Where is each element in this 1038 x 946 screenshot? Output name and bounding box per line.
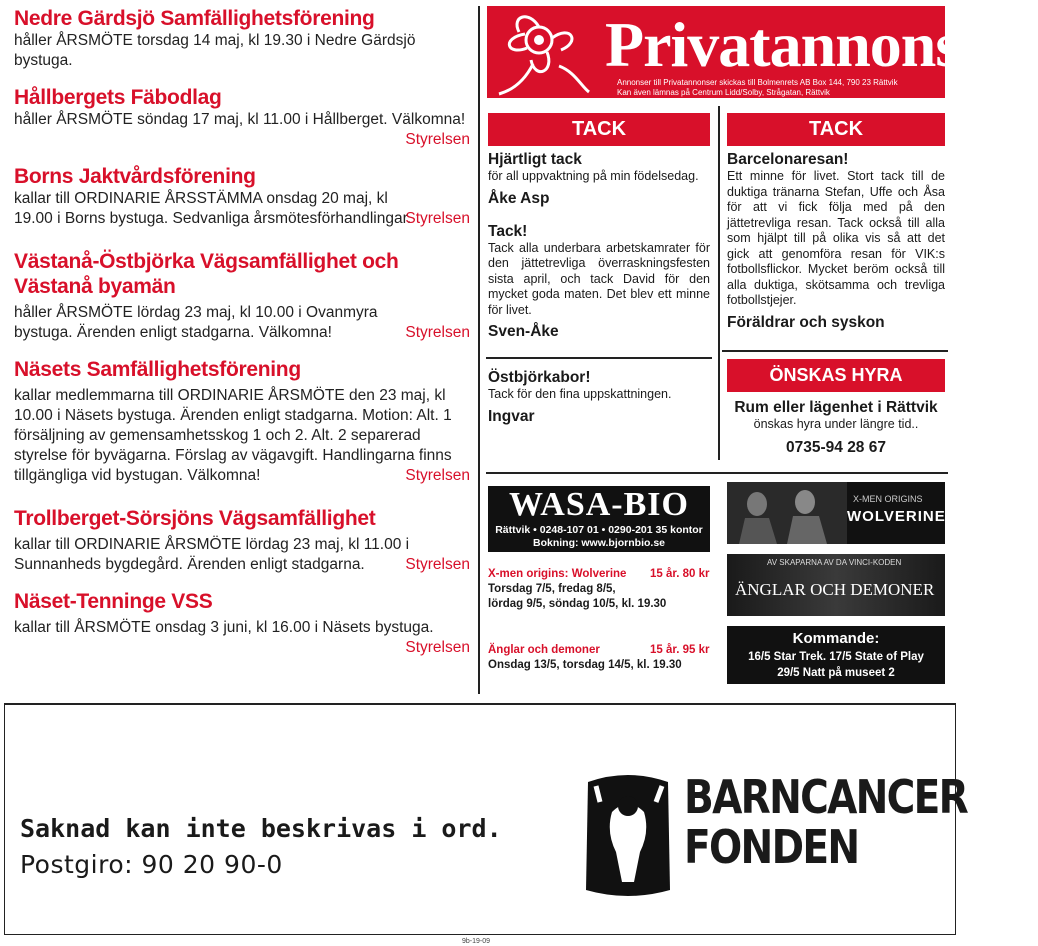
signature: Styrelsen	[405, 131, 470, 148]
divider	[718, 106, 720, 460]
film-listing	[488, 643, 718, 673]
ad-text: önskas hyra under längre tid..	[753, 417, 919, 431]
notice-body: håller ÅRSMÖTE söndag 17 maj, kl 11.00 i Hållberget. Välkomna!	[14, 111, 466, 128]
kommande-line: 29/5 Natt på museet 2	[777, 667, 895, 679]
ad-signature: Ingvar	[488, 407, 535, 425]
barncancer-brand	[684, 772, 967, 872]
notice	[14, 164, 470, 229]
notice	[14, 357, 470, 486]
signature: Styrelsen	[405, 210, 470, 227]
notice-body: kallar till ÅRSMÖTE onsdag 3 juni, kl 16.00 i Näsets bystuga.	[14, 619, 434, 636]
kommande-title: Kommande:	[792, 630, 880, 647]
notice-title: Västanå-Östbjörka Vägsamfällighet och Västanå byamän	[14, 250, 399, 298]
postgiro-number: Postgiro: 90 20 90-0	[20, 850, 283, 879]
banner-subtitle: Annonser till Privatannonser skickas till Bolmenrets AB Box 144, 790 23 Rättvik	[617, 78, 898, 87]
film-age: 15 år.	[650, 644, 680, 656]
ad-signature: Åke Asp	[488, 189, 550, 207]
film-title: Änglar och demoner	[488, 644, 600, 656]
notice-title: Näsets Samfällighetsförening	[14, 358, 301, 381]
kommande-box	[727, 626, 945, 684]
film-showtimes: Onsdag 13/5, torsdag 14/5, kl. 19.30	[488, 659, 682, 671]
wasa-bio-contact: Rättvik • 0248-107 01 • 0290-201 35 kontor	[495, 524, 703, 536]
notice-title: Nedre Gärdsjö Samfällighetsförening	[14, 7, 375, 30]
banner-title: Privatannonser..	[605, 9, 1038, 80]
divider	[478, 6, 480, 694]
tack-header: TACK	[727, 113, 945, 146]
signature: Styrelsen	[405, 324, 470, 341]
ad-heading: Tack!	[488, 222, 528, 240]
onskas-hyra-header: ÖNSKAS HYRA	[727, 359, 945, 392]
page-code: 9b-19-09	[462, 938, 491, 945]
notice	[14, 6, 470, 71]
poster-subtitle: AV SKAPARNA AV DA VINCI-KODEN	[767, 558, 902, 567]
wasa-bio-booking: Bokning: www.bjornbio.se	[532, 537, 666, 549]
wolverine-poster	[727, 482, 945, 544]
wasa-bio-logo	[488, 486, 710, 552]
tack-right-column	[727, 150, 945, 332]
notice-body: kallar till ORDINARIE ÅRSMÖTE lördag 23 maj, kl 11.00 i Sunnanheds bygdegård. Ärenden enligt stadgarna.	[14, 536, 410, 573]
brand-line: FONDEN	[684, 820, 859, 874]
ad-text: Tack alla underbara arbetskamrater för den jättetrevliga överraskningsfesten sista april, och tack David för den mycket goda maten. Det blev ett minne för livet.	[488, 240, 710, 317]
kommande-line: 16/5 Star Trek. 17/5 State of Play	[748, 651, 924, 663]
tack-left-column	[488, 150, 710, 341]
wasa-bio-title: WASA-BIO	[509, 486, 689, 523]
notice	[14, 249, 470, 343]
signature: Styrelsen	[405, 639, 470, 656]
poster-figure-icon	[727, 482, 847, 544]
tack-header: TACK	[488, 113, 710, 146]
signature: Styrelsen	[405, 556, 470, 573]
brand-line: BARNCANCER	[684, 770, 968, 824]
notice-title: Trollberget-Sörsjöns Vägsamfällighet	[14, 507, 376, 530]
notice-title: Borns Jaktvårdsförening	[14, 165, 256, 188]
film-price: 80 kr	[682, 568, 710, 580]
anglar-demoner-poster	[727, 554, 945, 616]
ad-heading: Rum eller lägenhet i Rättvik	[734, 399, 938, 416]
divider	[486, 472, 948, 474]
poster-subtitle: X-MEN ORIGINS	[853, 494, 923, 504]
film-showtimes: lördag 9/5, söndag 10/5, kl. 19.30	[488, 598, 667, 610]
film-price: 95 kr	[682, 644, 710, 656]
banner-subtitle: Kan även lämnas på Centrum Lidd/Solby, Strågatan, Rättvik	[617, 88, 830, 97]
phone-number: 0735-94 28 67	[786, 438, 886, 456]
poster-title: WOLVERINE	[847, 508, 946, 525]
notice	[14, 589, 470, 658]
notice-title: Hållbergets Fäbodlag	[14, 86, 222, 109]
divider	[722, 350, 948, 352]
ad-signature: Föräldrar och syskon	[727, 313, 885, 331]
ad-heading: Barcelonaresan!	[727, 151, 849, 168]
notice	[14, 85, 470, 150]
ad-text: Ett minne för livet. Stort tack till de duktiga tränarna Stefan, Uffe och Åsa för att vi fick följa med på den jättetrevliga resan. Tack också till alla som hjälpt till på olika vis så att det gick att genomföra resan för VIK:s fotbollsflickor. Mycket beröm också till alla duktiga, skötsamma och trevliga fotbollstjejer.	[727, 169, 945, 307]
divider	[486, 357, 712, 359]
notice-body: håller ÅRSMÖTE lördag 23 maj, kl 10.00 i Ovanmyra bystuga. Ärenden enligt stadgarna. Välkomna!	[14, 304, 378, 341]
ad-text: för all uppvaktning på min födelsedag.	[488, 169, 699, 183]
ad-heading: Östbjörkabor!	[488, 369, 591, 386]
notices-column	[14, 6, 470, 672]
ad-text: Tack för den fina uppskattningen.	[488, 387, 672, 401]
barncancer-logo-icon	[578, 772, 678, 902]
film-listing	[488, 567, 718, 612]
notice	[14, 506, 470, 575]
ad-heading: Hjärtligt tack	[488, 151, 582, 168]
privatannonser-banner	[487, 6, 1038, 98]
memorial-heading: Saknad kan inte beskrivas i ord.	[20, 814, 502, 843]
poster-title: ÄNGLAR OCH DEMONER	[735, 580, 935, 599]
notice-body: håller ÅRSMÖTE torsdag 14 maj, kl 19.30 i Nedre Gärdsjö bystuga.	[14, 32, 416, 69]
film-showtimes: Torsdag 7/5, fredag 8/5,	[488, 583, 616, 595]
flower-logo-icon	[489, 6, 604, 98]
film-title: X-men origins: Wolverine	[488, 568, 627, 580]
notice-body: kallar till ORDINARIE ÅRSSTÄMMA onsdag 20 maj, kl 19.00 i Borns bystuga. Sedvanliga årsmötesförhandlingar.	[14, 190, 412, 227]
notice-body: kallar medlemmarna till ORDINARIE ÅRSMÖTE den 23 maj, kl 10.00 i Näsets bystuga. Ärenden enligt stadgarna. Motion: Alt. 1 försäljning av gemensamhetsskog 1 och 2. Alt. 2 separerad styrelse för byvägarna. Förslag av vägavgift. Handlingarna finns tillgängliga vid bystugan. Välkomna!	[14, 387, 452, 484]
film-age: 15 år.	[650, 568, 680, 580]
onskas-hyra-ad	[727, 398, 945, 457]
tack-left-column-2	[488, 368, 710, 426]
signature: Styrelsen	[405, 467, 470, 484]
ad-signature: Sven-Åke	[488, 323, 559, 340]
notice-title: Näset-Tenninge VSS	[14, 590, 213, 613]
